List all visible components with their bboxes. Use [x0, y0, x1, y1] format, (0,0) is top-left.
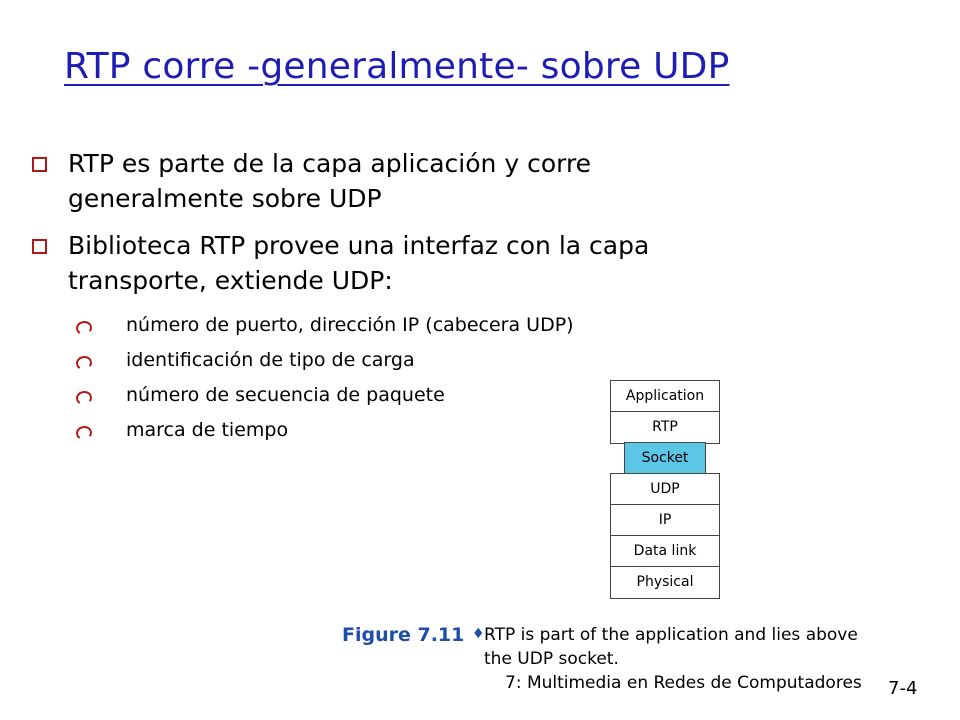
- layer-physical: Physical: [610, 566, 720, 599]
- sub-bullet-text: número de puerto, dirección IP (cabecera UDP): [126, 314, 574, 336]
- layer-application: Application: [610, 380, 720, 413]
- bullet-text: Biblioteca RTP provee una interfaz con la capa transporte, extiende UDP:: [68, 231, 650, 295]
- slide-title: RTP corre -generalmente- sobre UDP: [64, 46, 730, 87]
- sub-bullet-item: [68, 308, 752, 343]
- circle-bullet-icon: [75, 355, 93, 372]
- bullet-text: RTP es parte de la capa aplicación y corre generalmente sobre UDP: [68, 149, 592, 213]
- layer-ip: IP: [610, 504, 720, 537]
- diamond-icon: ♦: [472, 626, 485, 642]
- square-bullet-icon: [32, 157, 47, 172]
- page-number: 7-4: [888, 678, 918, 699]
- footer-chapter: 7: Multimedia en Redes de Computadores: [505, 673, 862, 693]
- circle-bullet-icon: [75, 425, 93, 442]
- figure-label: Figure 7.11: [342, 624, 465, 646]
- sub-bullet-text: marca de tiempo: [126, 419, 289, 441]
- layer-rtp: RTP: [610, 411, 720, 444]
- layer-data-link: Data link: [610, 535, 720, 568]
- square-bullet-icon: [32, 239, 47, 254]
- sub-bullet-text: identificación de tipo de carga: [126, 349, 415, 371]
- circle-bullet-icon: [75, 390, 93, 407]
- bullet-item: [32, 146, 752, 216]
- layer-udp: UDP: [610, 473, 720, 506]
- circle-bullet-icon: [75, 320, 93, 337]
- figure-caption-text: RTP is part of the application and lies above the UDP socket.: [484, 625, 858, 669]
- sub-bullet-item: [68, 343, 752, 378]
- layer-socket: Socket: [624, 442, 706, 475]
- sub-bullet-text: número de secuencia de paquete: [126, 384, 445, 406]
